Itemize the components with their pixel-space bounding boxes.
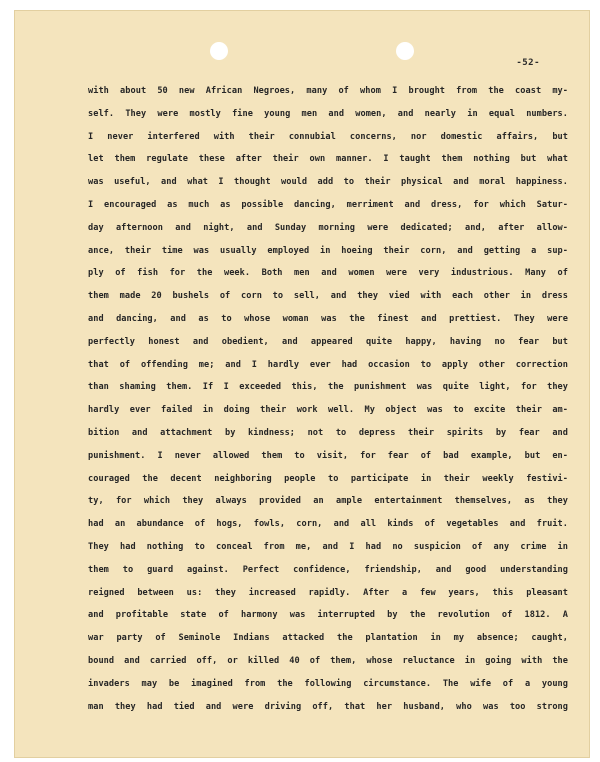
text-line: invaders may be imagined from the following circumstance. The wife of a young [88,678,568,689]
text-line: ty, for which they always provided an ample entertainment themselves, as they [88,496,568,507]
text-line: let them regulate these after their own manner. I taught them nothing but what [88,154,568,165]
text-line: had an abundance of hogs, fowls, corn, and all kinds of vegetables and fruit. [88,519,568,530]
text-line: ance, their time was usually employed in hoeing their corn, and getting a sup- [88,245,568,256]
text-line: hardly ever failed in doing their work well. My object was to excite their am- [88,405,568,416]
text-line: bound and carried off, or killed 40 of them, whose reluctance in going with the [88,655,568,666]
punch-hole-right [396,42,414,60]
text-line: was useful, and what I thought would add to their physical and moral happiness. [88,177,568,188]
page-number: -52- [516,58,540,68]
text-line: reigned between us: they increased rapidly. After a few years, this pleasant [88,587,568,598]
text-line: war party of Seminole Indians attacked the plantation in my absence; caught, [88,633,568,644]
text-line: them to guard against. Perfect confidence, friendship, and good understanding [88,564,568,575]
typed-page [14,10,590,758]
text-line: man they had tied and were driving off, that her husband, who was too strong [88,701,568,712]
text-line: that of offending me; and I hardly ever had occasion to apply other correction [88,359,568,370]
text-line: punishment. I never allowed them to visit, for fear of bad example, but en- [88,450,568,461]
text-line: bition and attachment by kindness; not to depress their spirits by fear and [88,427,568,438]
punch-hole-left [210,42,228,60]
text-line: than shaming them. If I exceeded this, the punishment was quite light, for they [88,382,568,393]
text-line: day afternoon and night, and Sunday morning were dedicated; and, after allow- [88,222,568,233]
text-line: I encouraged as much as possible dancing, merriment and dress, for which Satur- [88,199,568,210]
text-line: ply of fish for the week. Both men and women were very industrious. Many of [88,268,568,279]
text-line: them made 20 bushels of corn to sell, and they vied with each other in dress [88,291,568,302]
text-line: couraged the decent neighboring people to participate in their weekly festivi- [88,473,568,484]
text-line: with about 50 new African Negroes, many of whom I brought from the coast my- [88,86,568,96]
text-line: and profitable state of harmony was interrupted by the revolution of 1812. A [88,610,568,621]
text-line: perfectly honest and obedient, and appeared quite happy, having no fear but [88,336,568,347]
text-line: I never interfered with their connubial concerns, nor domestic affairs, but [88,131,568,142]
body-text [88,80,568,718]
text-line: self. They were mostly fine young men and women, and nearly in equal numbers. [88,108,568,119]
text-line: They had nothing to conceal from me, and I had no suspicion of any crime in [88,541,568,552]
text-line: and dancing, and as to whose woman was the finest and prettiest. They were [88,313,568,324]
